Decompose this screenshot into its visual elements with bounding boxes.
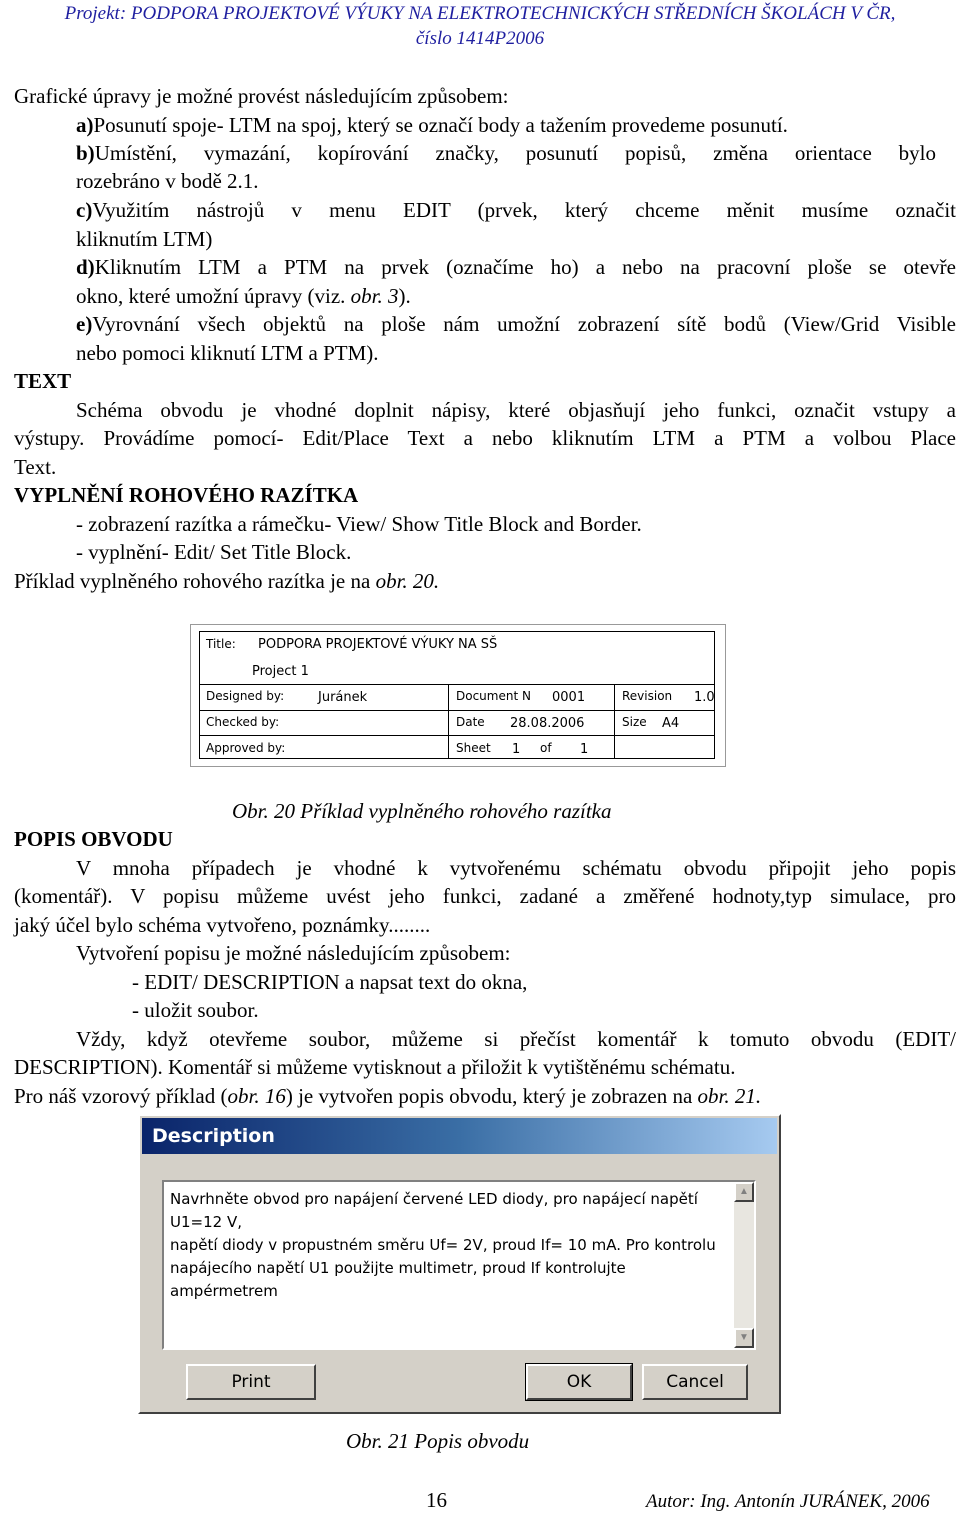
tb-date-value: 28.08.2006 xyxy=(510,716,585,731)
tb-title-label: Title: xyxy=(206,637,236,651)
scroll-up-icon[interactable]: ▲ xyxy=(734,1182,754,1202)
popis-ref-16: obr. 16 xyxy=(227,1084,286,1108)
item-d-text1: Kliknutím LTM a PTM na prvek (označíme ho) a nebo na pracovní ploše se otevře xyxy=(94,255,956,279)
tb-divider xyxy=(448,684,449,758)
item-d-ref: obr. 3 xyxy=(350,284,399,308)
ok-button[interactable]: OK xyxy=(526,1364,632,1400)
item-d-text2c: ). xyxy=(398,284,411,308)
text-line2: výstupy. Provádíme pomocí- Edit/Place Text a nebo kliknutím LTM a PTM a volbou Place xyxy=(14,426,956,450)
stamp-line2: - vyplnění- Edit/ Set Title Block. xyxy=(76,540,352,564)
item-c-line1 xyxy=(76,196,956,224)
item-e-text1: Vyrovnání všech objektů na ploše nám umožní zobrazení sítě bodů (View/Grid Visible xyxy=(92,312,956,336)
tb-docno-value: 0001 xyxy=(552,690,586,705)
tb-size-label: Size xyxy=(622,715,647,729)
tb-project: Project 1 xyxy=(252,664,309,679)
figure-caption-21: Obr. 21 Popis obvodu xyxy=(346,1429,530,1453)
tb-size-value: A4 xyxy=(662,716,680,731)
tb-revision-label: Revision xyxy=(622,689,673,703)
footer-author: Autor: Ing. Antonín JURÁNEK, 2006 xyxy=(646,1491,930,1512)
item-e-line2: nebo pomoci kliknutí LTM a PTM). xyxy=(76,341,379,365)
item-d-text2a: okno, které umožní úpravy (viz. xyxy=(76,284,351,308)
item-c-label: c) xyxy=(76,198,93,222)
cancel-button[interactable]: Cancel xyxy=(642,1364,748,1400)
popis-line9 xyxy=(14,1082,761,1110)
description-memo[interactable] xyxy=(162,1180,756,1350)
dialog-title-bar: Description xyxy=(142,1118,777,1154)
item-b-line1 xyxy=(76,139,936,167)
popis-line8: DESCRIPTION). Komentář si můžeme vytisknout a přiložit k vytištěnému schématu. xyxy=(14,1055,736,1079)
memo-scrollbar[interactable] xyxy=(734,1182,754,1348)
tb-divider xyxy=(200,710,714,711)
text-line3: Text. xyxy=(14,455,57,479)
popis-line6: - uložit soubor. xyxy=(132,998,259,1022)
intro-text: Grafické úpravy je možné provést následujícím způsobem: xyxy=(14,84,509,108)
tb-sheet-value: 1 xyxy=(512,742,521,757)
tb-date-label: Date xyxy=(456,715,485,729)
popis-line1: V mnoha případech je vhodné k vytvořenému schématu obvodu připojit jeho popis xyxy=(76,856,956,880)
tb-divider xyxy=(200,684,714,685)
tb-of-value: 1 xyxy=(580,742,589,757)
item-a xyxy=(76,111,788,139)
stamp-line3-text: Příklad vyplněného rohového razítka je na xyxy=(14,569,376,593)
tb-sheet-label: Sheet xyxy=(456,741,491,755)
tb-title-value: PODPORA PROJEKTOVÉ VÝUKY NA SŠ xyxy=(258,637,498,652)
item-b-text1: Umístění, vymazání, kopírování značky, posunutí popisů, změna orientace bylo xyxy=(94,141,936,165)
tb-docno-label: Document N xyxy=(456,689,531,703)
title-block-figure xyxy=(190,624,726,767)
tb-approved-label: Approved by: xyxy=(206,741,286,755)
text-heading: TEXT xyxy=(14,369,72,393)
item-a-text: Posunutí spoje- LTM na spoj, který se označí body a tažením provedeme posunutí. xyxy=(93,113,788,137)
print-button[interactable]: Print xyxy=(186,1364,316,1400)
item-c-text1: Využitím nástrojů v menu EDIT (prvek, který chceme měnit musíme označit xyxy=(92,198,956,222)
page-number: 16 xyxy=(426,1488,447,1512)
stamp-line1: - zobrazení razítka a rámečku- View/ Show Title Block and Border. xyxy=(76,512,642,536)
tb-designed-label: Designed by: xyxy=(206,689,285,703)
header-number: číslo 1414P2006 xyxy=(415,28,545,49)
header-project: Projekt: PODPORA PROJEKTOVÉ VÝUKY NA ELEKTROTECHNICKÝCH STŘEDNÍCH ŠKOLÁCH V ČR, xyxy=(64,3,896,24)
tb-divider xyxy=(200,735,714,736)
item-d-line1 xyxy=(76,253,956,281)
popis-ref-21: obr. 21. xyxy=(697,1084,762,1108)
item-d-label: d) xyxy=(76,255,95,279)
popis-line9-c: ) je vytvořen popis obvodu, který je zobrazen na xyxy=(285,1084,698,1108)
item-a-label: a) xyxy=(76,113,94,137)
popis-line3: jaký účel bylo schéma vytvořeno, poznámky........ xyxy=(14,913,431,937)
popis-line4: Vytvoření popisu je možné následujícím způsobem: xyxy=(76,941,511,965)
popis-line5: - EDIT/ DESCRIPTION a napsat text do okna, xyxy=(132,970,528,994)
figure-caption-20: Obr. 20 Příklad vyplněného rohového razítka xyxy=(232,799,612,823)
item-e-label: e) xyxy=(76,312,93,336)
popis-line7: Vždy, když otevřeme soubor, můžeme si přečíst komentář k tomuto obvodu (EDIT/ xyxy=(76,1027,956,1051)
tb-of-label: of xyxy=(540,741,552,755)
stamp-line3 xyxy=(14,567,439,595)
popis-line2: (komentář). V popisu můžeme uvést jeho funkci, zadané a změřené hodnoty,typ simulace, pro xyxy=(14,884,956,908)
tb-divider xyxy=(614,684,615,758)
popis-heading: POPIS OBVODU xyxy=(14,827,173,851)
item-b-line2: rozebráno v bodě 2.1. xyxy=(76,169,259,193)
item-c-line2: kliknutím LTM) xyxy=(76,227,213,251)
description-memo-text: Navrhněte obvod pro napájení červené LED diody, pro napájecí napětí U1=12 V, napětí diody v propustném směru Uf= 2V, proud If= 10 mA. Pro kontrolu napájecího napětí U1 použijte multimetr, proud If kontrolujte ampérmetrem xyxy=(170,1190,716,1300)
stamp-heading: VYPLNĚNÍ ROHOVÉHO RAZÍTKA xyxy=(14,483,359,507)
item-e-line1 xyxy=(76,310,956,338)
tb-designed-value: Juránek xyxy=(318,690,368,705)
tb-checked-label: Checked by: xyxy=(206,715,280,729)
tb-revision-value: 1.0 xyxy=(694,690,715,705)
popis-line9-a: Pro náš vzorový příklad ( xyxy=(14,1084,228,1108)
item-d-line2 xyxy=(76,282,411,310)
stamp-ref: obr. 20. xyxy=(375,569,440,593)
scroll-down-icon[interactable]: ▼ xyxy=(734,1328,754,1348)
text-line1: Schéma obvodu je vhodné doplnit nápisy, které objasňují jeho funkci, označit vstupy a xyxy=(76,398,956,422)
description-dialog xyxy=(138,1114,781,1414)
title-block xyxy=(199,631,715,759)
item-b-label: b) xyxy=(76,141,95,165)
